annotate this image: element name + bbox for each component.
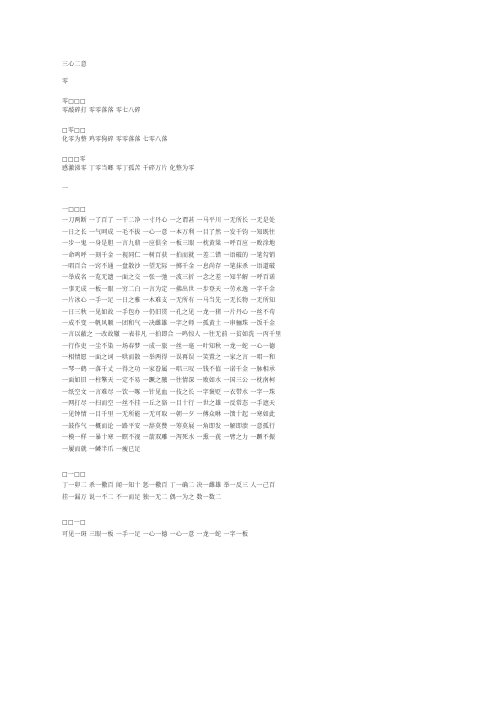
idiom-line: 一模一样 一暴十寒 一瞑不视 一箭双雕 一泻死水 一熏一莸 一臂之力 一蹶不振 [62, 434, 276, 442]
char-heading-yi: 一 [62, 185, 69, 192]
idiom-line: 一面如旧 一柱擎天 一定不易 一蹶之腋 一往情深 一败如水 一国三公 一枕南柯 [62, 377, 276, 385]
idiom-line: 一事无成 一板一眼 一穷二白 一言为定 一佛出世 一步登天 一劳永逸 一字千金 [62, 285, 276, 293]
document-page [62, 60, 442, 540]
idiom-line: 丁一卯二 杀一儆百 闻一知十 惩一儆百 丁一确二 决一雌雄 举一反三 人一己百 [62, 482, 276, 490]
pattern-heading-yi-first: 一□□□ [62, 206, 86, 213]
idiom-line: 一网打尽 一扫而空 一丝不挂 一丘之貉 一目十行 一世之雄 一反常态 一手遮天 [62, 399, 276, 407]
idiom-line: 一相情愿 一面之词 一哄而散 一举两得 一误再误 一笑置之 一家之言 一唱一和 [62, 354, 276, 362]
pattern-heading-ling-last: □□□零 [62, 156, 86, 163]
section-title-sanxin: 三心二意 [62, 61, 87, 68]
idiom-line: 一唱百合 一窍不通 一盘散沙 一望无际 一掷千金 一息尚存 一笔抹杀 一语道破 [62, 263, 276, 271]
pattern-heading-ling-first: 零□□□ [62, 98, 86, 105]
idiom-line: 一行作吏 一尘不染 一场春梦 一成一旅 一丝一毫 一叶知秋 一龙一蛇 一心一德 [62, 342, 276, 350]
idiom-line: 一日三秋 一见如故 一手包办 一仍旧贯 一孔之见 一龙一猪 一片丹心 一丝不苟 [62, 308, 276, 316]
idiom-line: 化零为整 鸡零狗碎 零零落落 七零八落 [62, 136, 168, 143]
idiom-line: 一命鸣呼 一刻千金 一视同仁 一树百获 一拍而就 一差二错 一语破的 一笔勾销 [62, 251, 276, 259]
idiom-line: 一日之长 一气呵成 一毛不拔 一心一意 一本万利 一目了然 一发千钧 一知既往 [62, 228, 276, 236]
section-yi-second [62, 469, 442, 503]
idiom-line: 感激涕零 丁零当啷 零丁孤苦 千碎万片 化整为零 [62, 165, 195, 172]
idiom-line: 一刀两断 一了百了 一干二净 一寸丹心 一之谓甚 一马平川 一无所长 一无是处 [62, 217, 276, 225]
idiom-line: 零敲碎打 零零落落 零七八碎 [62, 107, 141, 114]
pattern-heading-yi-second: □一□□ [62, 470, 86, 478]
idiom-line: 一履而就 一鳞半爪 一瘦已足 [62, 445, 141, 453]
char-heading-ling: 零 [62, 78, 69, 85]
idiom-line: 一步一鬼 一身是胆 一言九鼎 一应俱全 一板三眼 一枕黄粱 一呼百应 一败涂地 [62, 240, 276, 248]
idiom-line: 一琴一鹤 一落千丈 一得之功 一家眷属 一唱三叹 一钱不值 一诺千金 一脉相承 [62, 365, 276, 373]
idiom-line: 可见一斑 三眼一板 一手一足 一心一德 一心一意 一龙一蛇 一字一板 [62, 530, 249, 538]
idiom-line: 一言以蔽之 一改故辙 一表非凡 一拍即合 一鸣惊人 一往无前 一贫如洗 一丙千里 [62, 331, 282, 339]
section-yi-third [62, 517, 442, 540]
idiom-line: 一见钟情 一目千里 一无所能 一无可取 一朝一夕 一傅众咻 一馈十起 一寒如此 [62, 411, 276, 419]
idiom-line: 一纸空文 一言难尽 一饮一啄 一针见血 一技之长 一字褒贬 一衣带水 一字一珠 [62, 388, 276, 396]
idiom-line: 一成不变 一帆风顺 一团和气 一决雌雄 一字之师 一孤黄土 一串骊珠 一饭千金 [62, 320, 276, 328]
idiom-line: 挂一漏万 说一不二 不一而足 独一无二 偶一为之 数一数二 [62, 493, 222, 501]
pattern-heading-ling-second: □零□□ [62, 127, 86, 134]
pattern-heading-yi-third: □□一□ [62, 519, 86, 527]
section-yi-first [62, 204, 442, 455]
idiom-line: 一片冰心 一手一足 一日之雅 一木难支 一无所有 一马当先 一无长物 一无所知 [62, 297, 276, 305]
idiom-line: 一鼓作气 一概而论 一路平安 一辞莫赞 一筹莫展 一角即发 一解即溃 一意孤行 [62, 422, 276, 430]
idiom-line: 一举成名 一览无遗 一面之交 一张一弛 一波三折 一念之差 一知半解 一呼百诺 [62, 274, 276, 282]
